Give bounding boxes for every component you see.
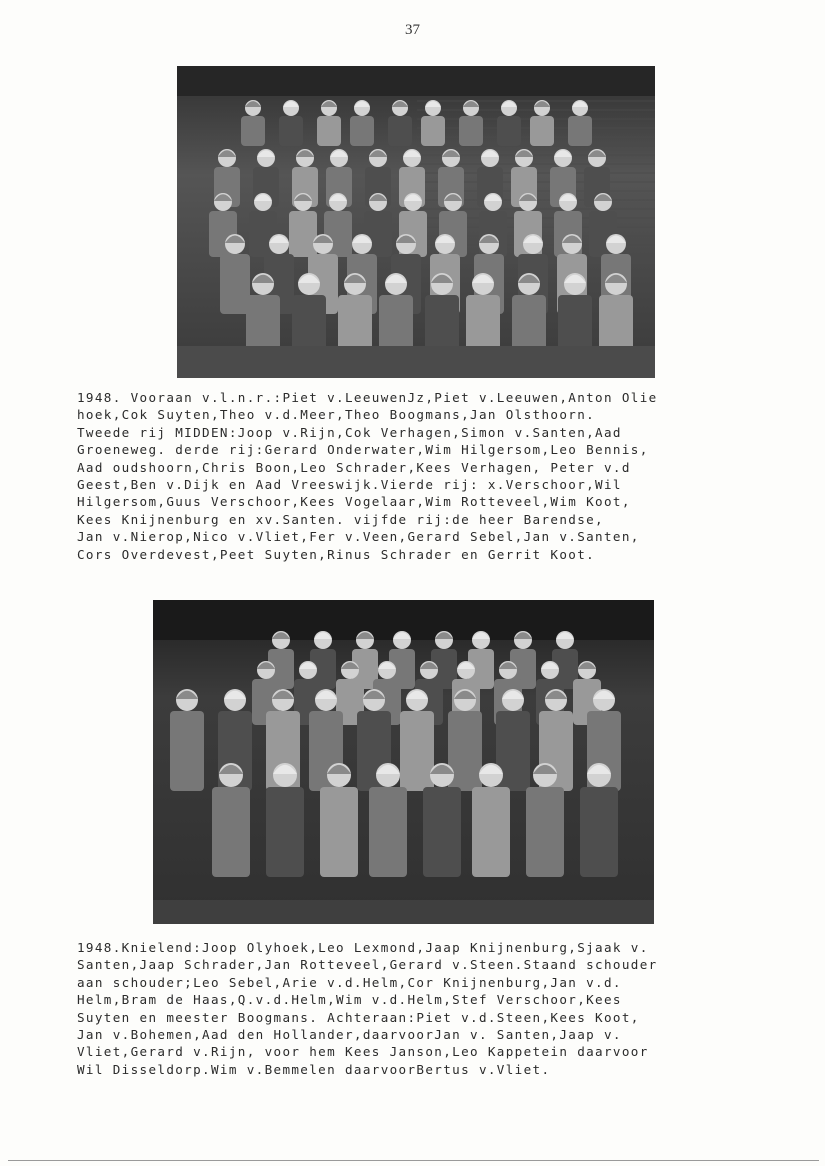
- caption-line: Wil Disseldorp.Wim v.Bemmelen daarvoorBertus v.Vliet.: [77, 1061, 551, 1077]
- photo-icon: [153, 600, 654, 924]
- bottom-rule: [8, 1160, 819, 1161]
- caption-line: Jan v.Nierop,Nico v.Vliet,Fer v.Veen,Gerard Sebel,Jan v.Santen,: [77, 529, 640, 545]
- caption-line: Santen,Jaap Schrader,Jan Rotteveel,Gerard v.Steen.Staand schouder: [77, 957, 658, 973]
- caption-line: Jan v.Bohemen,Aad den Hollander,daarvoorJan v. Santen,Jaap v.: [77, 1027, 622, 1043]
- caption-line: Aad oudshoorn,Chris Boon,Leo Schrader,Kees Verhagen, Peter v.d: [77, 459, 631, 475]
- caption-line: 1948.Knielend:Joop Olyhoek,Leo Lexmond,Jaap Knijnenburg,Sjaak v.: [77, 940, 649, 955]
- caption-line: Kees Knijnenburg en xv.Santen. vijfde rij:de heer Barendse,: [77, 511, 604, 527]
- caption-line: Vliet,Gerard v.Rijn, voor hem Kees Janson,Leo Kappetein daarvoor: [77, 1044, 649, 1060]
- group-photo-1948-first: [177, 66, 655, 378]
- caption-line: Tweede rij MIDDEN:Joop v.Rijn,Cok Verhagen,Simon v.Santen,Aad: [77, 424, 622, 440]
- caption-second-photo: [77, 939, 658, 1078]
- caption-line: Suyten en meester Boogmans. Achteraan:Piet v.d.Steen,Kees Koot,: [77, 1009, 640, 1025]
- caption-line: aan schouder;Leo Sebel,Arie v.d.Helm,Cor Knijnenburg,Jan v.d.: [77, 974, 622, 990]
- caption-line: Cors Overdevest,Peet Suyten,Rinus Schrader en Gerrit Koot.: [77, 546, 596, 562]
- caption-line: Geest,Ben v.Dijk en Aad Vreeswijk.Vierde rij: x.Verschoor,Wil: [77, 477, 622, 493]
- caption-line: Groeneweg. derde rij:Gerard Onderwater,Wim Hilgersom,Leo Bennis,: [77, 442, 649, 458]
- page-number: 37: [405, 22, 420, 38]
- photo-icon: [177, 66, 655, 378]
- caption-line: 1948. Vooraan v.l.n.r.:Piet v.LeeuwenJz,Piet v.Leeuwen,Anton Olie: [77, 390, 658, 405]
- caption-line: Hilgersom,Guus Verschoor,Kees Vogelaar,Wim Rotteveel,Wim Koot,: [77, 494, 631, 510]
- group-photo-1948-second: [153, 600, 654, 924]
- caption-line: hoek,Cok Suyten,Theo v.d.Meer,Theo Boogmans,Jan Olsthoorn.: [77, 407, 596, 423]
- caption-line: Helm,Bram de Haas,Q.v.d.Helm,Wim v.d.Helm,Stef Verschoor,Kees: [77, 992, 622, 1008]
- caption-first-photo: [77, 389, 658, 563]
